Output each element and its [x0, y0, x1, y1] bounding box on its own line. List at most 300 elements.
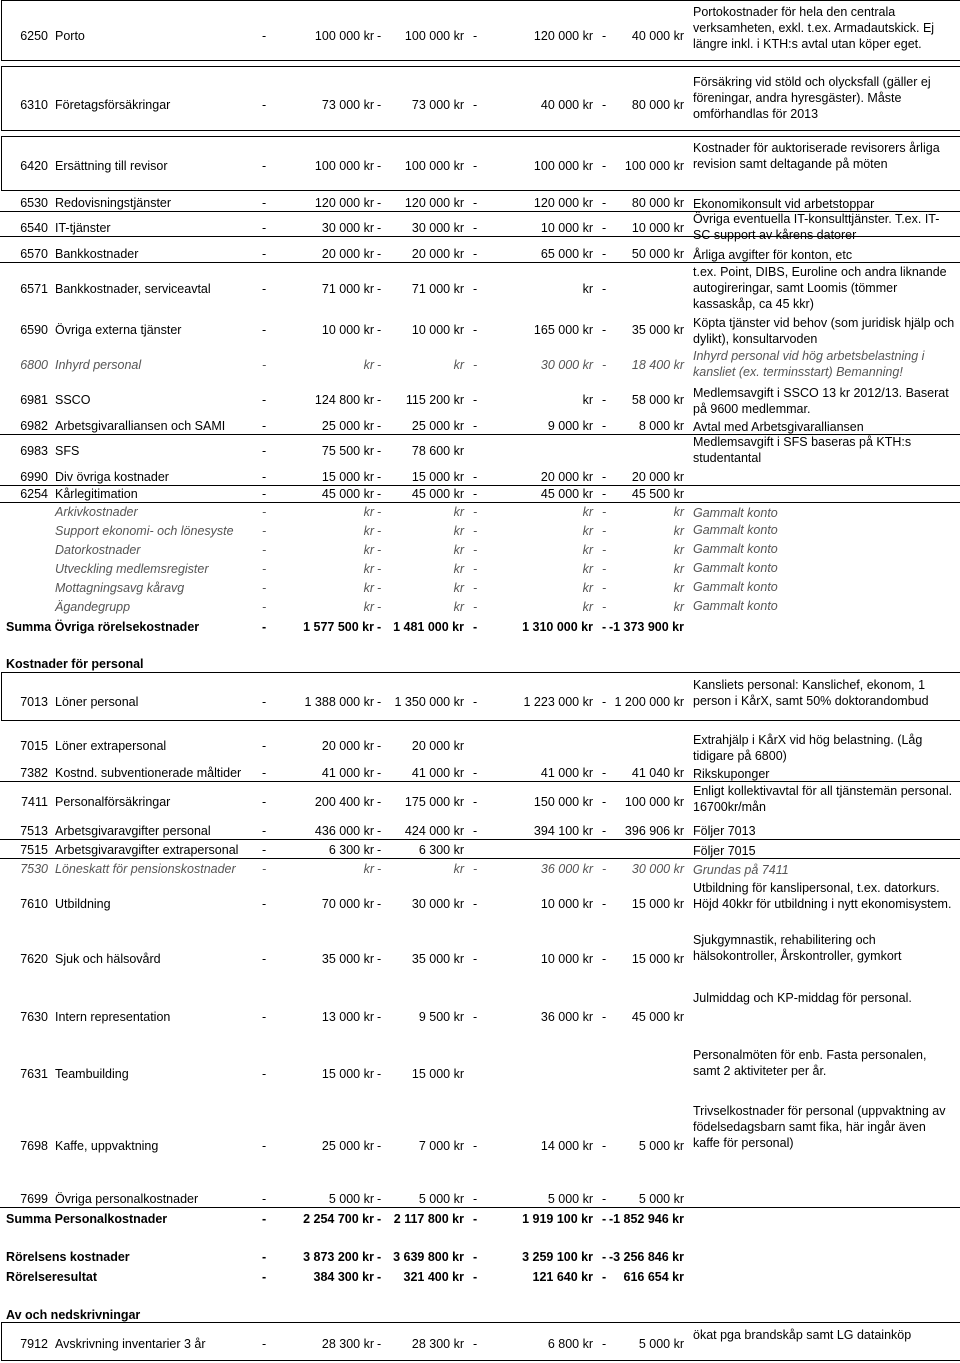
dash-marker: - — [377, 1250, 382, 1264]
amount-cell: kr — [673, 543, 684, 557]
dash-marker: - — [473, 1192, 478, 1206]
amount-cell: 1 223 000 kr — [523, 695, 593, 709]
amount-cell: 150 000 kr — [533, 795, 593, 809]
dash-marker: - — [377, 1192, 382, 1206]
account-name: IT-tjänster — [55, 221, 111, 235]
dash-marker: - — [262, 505, 267, 519]
dash-marker: - — [377, 196, 382, 210]
dash-marker: - — [377, 29, 382, 43]
dash-marker: - — [602, 581, 607, 595]
comment-cell: Rikskuponger — [693, 767, 770, 781]
amount-cell: 40 000 kr — [631, 29, 684, 43]
account-name: Personalförsäkringar — [55, 795, 171, 809]
account-name: Bankkostnader — [55, 247, 139, 261]
account-name: Ersättning till revisor — [55, 159, 168, 173]
account-name: Inhyrd personal — [55, 358, 142, 372]
account-name: Arbetsgivaravgifter extrapersonal — [55, 843, 239, 857]
dash-marker: - — [602, 505, 607, 519]
amount-cell: kr — [582, 282, 593, 296]
account-name: Datorkostnader — [55, 543, 141, 557]
account-name: Summa Personalkostnader — [6, 1212, 168, 1226]
dash-marker: - — [473, 581, 478, 595]
amount-cell: -1 852 946 kr — [608, 1212, 684, 1226]
account-code: 6800 — [20, 358, 48, 372]
account-name: Löner extrapersonal — [55, 739, 167, 753]
amount-cell: 1 577 500 kr — [303, 620, 374, 634]
dash-marker: - — [473, 470, 478, 484]
grid-line — [1, 136, 2, 190]
dash-marker: - — [377, 620, 382, 634]
dash-marker: - — [377, 1212, 382, 1226]
amount-cell: 80 000 kr — [631, 196, 684, 210]
table-row — [0, 620, 960, 635]
dash-marker: - — [262, 1250, 267, 1264]
grid-line — [1, 1360, 960, 1361]
amount-cell: kr — [673, 581, 684, 595]
amount-cell: kr — [363, 543, 374, 557]
grid-line — [1, 130, 960, 131]
dash-marker: - — [377, 843, 382, 857]
amount-cell: 115 200 kr — [405, 393, 464, 407]
amount-cell: kr — [673, 600, 684, 614]
dash-marker: - — [602, 1270, 607, 1284]
dash-marker: - — [377, 824, 382, 838]
dash-marker: - — [377, 282, 382, 296]
account-code: 6540 — [20, 221, 48, 235]
amount-cell: 28 300 kr — [321, 1337, 374, 1351]
amount-cell: 30 000 kr — [321, 221, 374, 235]
dash-marker: - — [262, 1139, 267, 1153]
amount-cell: 100 000 kr — [624, 795, 684, 809]
amount-cell: 45 000 kr — [540, 487, 593, 501]
amount-cell: 41 000 kr — [540, 766, 593, 780]
amount-cell: 5 000 kr — [418, 1192, 464, 1206]
amount-cell: 10 000 kr — [540, 897, 593, 911]
amount-cell: 5 000 kr — [638, 1139, 684, 1153]
account-code: 7013 — [20, 695, 48, 709]
amount-cell: kr — [453, 862, 464, 876]
amount-cell: 13 000 kr — [321, 1010, 374, 1024]
dash-marker: - — [602, 543, 607, 557]
comment-cell: Kostnader för auktoriserade revisorers årliga revision samt deltagande på möten — [693, 141, 940, 171]
amount-cell: 6 800 kr — [547, 1337, 593, 1351]
amount-cell: 15 000 kr — [631, 952, 684, 966]
amount-cell: 50 000 kr — [631, 247, 684, 261]
dash-marker: - — [377, 897, 382, 911]
account-name: Rörelseresultat — [6, 1270, 98, 1284]
dash-marker: - — [473, 543, 478, 557]
dash-marker: - — [377, 221, 382, 235]
dash-marker: - — [262, 843, 267, 857]
dash-marker: - — [377, 695, 382, 709]
amount-cell: 10 000 kr — [411, 323, 464, 337]
amount-cell: kr — [363, 862, 374, 876]
dash-marker: - — [377, 358, 382, 372]
comment-cell: Gammalt konto — [693, 580, 778, 594]
amount-cell: 2 254 700 kr — [303, 1212, 374, 1226]
dash-marker: - — [377, 487, 382, 501]
dash-marker: - — [602, 795, 607, 809]
table-row — [0, 1010, 960, 1025]
dash-marker: - — [473, 824, 478, 838]
account-name: Företagsförsäkringar — [55, 98, 171, 112]
dash-marker: - — [377, 1337, 382, 1351]
comment-cell: Enligt kollektivavtal för all tjänstemän personal. 16700kr/mån — [693, 784, 953, 814]
dash-marker: - — [602, 358, 607, 372]
amount-cell: kr — [363, 505, 374, 519]
account-code: 6530 — [20, 196, 48, 210]
amount-cell: 120 000 kr — [533, 196, 593, 210]
amount-cell: 6 300 kr — [328, 843, 374, 857]
dash-marker: - — [473, 1337, 478, 1351]
amount-cell: 120 000 kr — [533, 29, 593, 43]
amount-cell: 58 000 kr — [631, 393, 684, 407]
dash-marker: - — [602, 393, 607, 407]
section-heading: Av och nedskrivningar — [6, 1308, 141, 1322]
grid-line — [1, 1322, 2, 1360]
account-name: Div övriga kostnader — [55, 470, 169, 484]
amount-cell: -1 373 900 kr — [608, 620, 684, 634]
amount-cell: 394 100 kr — [533, 824, 593, 838]
dash-marker: - — [377, 393, 382, 407]
account-code: 7515 — [20, 843, 48, 857]
amount-cell: kr — [582, 393, 593, 407]
amount-cell: 100 000 kr — [404, 29, 464, 43]
amount-cell: 45 000 kr — [321, 487, 374, 501]
amount-cell: 10 000 kr — [540, 952, 593, 966]
amount-cell: 5 000 kr — [328, 1192, 374, 1206]
dash-marker: - — [602, 600, 607, 614]
account-name: Kaffe, uppvaktning — [55, 1139, 159, 1153]
amount-cell: kr — [582, 581, 593, 595]
dash-marker: - — [602, 695, 607, 709]
table-row — [0, 470, 960, 486]
amount-cell: 20 000 kr — [540, 470, 593, 484]
amount-cell: 6 300 kr — [418, 843, 464, 857]
amount-cell: 120 000 kr — [404, 196, 464, 210]
amount-cell: 1 481 000 kr — [393, 620, 464, 634]
comment-cell: Gammalt konto — [693, 599, 778, 613]
dash-marker: - — [377, 247, 382, 261]
dash-marker: - — [602, 620, 607, 634]
dash-marker: - — [602, 1139, 607, 1153]
amount-cell: 20 000 kr — [411, 739, 464, 753]
amount-cell: 20 000 kr — [631, 470, 684, 484]
dash-marker: - — [262, 282, 267, 296]
dash-marker: - — [262, 98, 267, 112]
amount-cell: 78 600 kr — [411, 444, 464, 458]
amount-cell: kr — [453, 562, 464, 576]
dash-marker: - — [262, 196, 267, 210]
dash-marker: - — [602, 323, 607, 337]
dash-marker: - — [602, 1337, 607, 1351]
amount-cell: 30 000 kr — [411, 897, 464, 911]
dash-marker: - — [602, 419, 607, 433]
comment-cell: Årliga avgifter för konton, etc — [693, 248, 853, 262]
account-name: Sjuk och hälsovård — [55, 952, 161, 966]
dash-marker: - — [473, 1212, 478, 1226]
amount-cell: 15 000 kr — [631, 897, 684, 911]
dash-marker: - — [262, 221, 267, 235]
amount-cell: 45 000 kr — [411, 487, 464, 501]
amount-cell: 121 640 kr — [532, 1270, 593, 1284]
account-name: Löneskatt för pensionskostnader — [55, 862, 236, 876]
account-name: Övriga externa tjänster — [55, 323, 182, 337]
amount-cell: kr — [363, 358, 374, 372]
dash-marker: - — [377, 1139, 382, 1153]
amount-cell: 25 000 kr — [321, 1139, 374, 1153]
dash-marker: - — [602, 470, 607, 484]
dash-marker: - — [377, 795, 382, 809]
dash-marker: - — [473, 419, 478, 433]
dash-marker: - — [377, 323, 382, 337]
dash-marker: - — [473, 159, 478, 173]
comment-cell: Extrahjälp i KårX vid hög belastning. (Låg tidigare på 6800) — [693, 733, 923, 763]
account-code: 6310 — [20, 98, 48, 112]
account-code: 6590 — [20, 323, 48, 337]
dash-marker: - — [377, 766, 382, 780]
dash-marker: - — [262, 487, 267, 501]
amount-cell: kr — [453, 600, 464, 614]
dash-marker: - — [473, 247, 478, 261]
amount-cell: 8 000 kr — [638, 419, 684, 433]
dash-marker: - — [377, 581, 382, 595]
amount-cell: 15 000 kr — [321, 1067, 374, 1081]
account-code: 6571 — [20, 282, 48, 296]
comment-cell: Övriga eventuella IT-konsulttjänster. T.ex. IT-SC support av kårens datorer — [693, 212, 940, 242]
amount-cell: 15 000 kr — [321, 470, 374, 484]
table-row — [0, 1212, 960, 1227]
amount-cell: 36 000 kr — [540, 862, 593, 876]
dash-marker: - — [262, 581, 267, 595]
account-name: Summa Övriga rörelsekostnader — [6, 620, 200, 634]
dash-marker: - — [262, 766, 267, 780]
amount-cell: 5 000 kr — [547, 1192, 593, 1206]
dash-marker: - — [473, 358, 478, 372]
account-name: Redovisningstjänster — [55, 196, 172, 210]
amount-cell: 20 000 kr — [321, 739, 374, 753]
comment-cell: Personalmöten för enb. Fasta personalen, samt 2 aktiviteter per år. — [693, 1048, 927, 1078]
amount-cell: 165 000 kr — [533, 323, 593, 337]
amount-cell: 396 906 kr — [624, 824, 684, 838]
amount-cell: 75 500 kr — [321, 444, 374, 458]
dash-marker: - — [473, 1139, 478, 1153]
dash-marker: - — [473, 562, 478, 576]
amount-cell: 100 000 kr — [314, 159, 374, 173]
amount-cell: 5 000 kr — [638, 1192, 684, 1206]
account-name: Porto — [55, 29, 85, 43]
account-code: 6570 — [20, 247, 48, 261]
amount-cell: -3 256 846 kr — [608, 1250, 684, 1264]
amount-cell: 35 000 kr — [411, 952, 464, 966]
grid-line — [1, 672, 960, 673]
amount-cell: kr — [673, 562, 684, 576]
comment-cell: Gammalt konto — [693, 506, 778, 520]
dash-marker: - — [602, 159, 607, 173]
amount-cell: 15 000 kr — [411, 1067, 464, 1081]
account-code: 7912 — [20, 1337, 48, 1351]
dash-marker: - — [262, 824, 267, 838]
amount-cell: 73 000 kr — [321, 98, 374, 112]
dash-marker: - — [602, 524, 607, 538]
dash-marker: - — [262, 695, 267, 709]
dash-marker: - — [262, 620, 267, 634]
grid-line — [1, 672, 2, 720]
account-name: Utbildning — [55, 897, 111, 911]
amount-cell: 616 654 kr — [623, 1270, 684, 1284]
amount-cell: 45 000 kr — [631, 1010, 684, 1024]
dash-marker: - — [602, 766, 607, 780]
account-code: 6250 — [20, 29, 48, 43]
amount-cell: 100 000 kr — [533, 159, 593, 173]
amount-cell: kr — [582, 524, 593, 538]
amount-cell: kr — [582, 600, 593, 614]
account-name: SFS — [55, 444, 80, 458]
amount-cell: 9 500 kr — [418, 1010, 464, 1024]
comment-cell: Trivselkostnader för personal (uppvaktning av födelsedagsbarn samt fika, här ingår även kaffe för personal) — [693, 1104, 946, 1150]
amount-cell: 1 388 000 kr — [304, 695, 374, 709]
dash-marker: - — [262, 444, 267, 458]
dash-marker: - — [602, 862, 607, 876]
dash-marker: - — [473, 1010, 478, 1024]
comment-cell: Gammalt konto — [693, 542, 778, 556]
dash-marker: - — [473, 1250, 478, 1264]
dash-marker: - — [262, 739, 267, 753]
amount-cell: 45 500 kr — [631, 487, 684, 501]
dash-marker: - — [473, 98, 478, 112]
dash-marker: - — [473, 29, 478, 43]
account-name: Ägandegrupp — [55, 600, 131, 614]
amount-cell: 7 000 kr — [418, 1139, 464, 1153]
dash-marker: - — [262, 393, 267, 407]
dash-marker: - — [262, 29, 267, 43]
account-name: Arbetsgivaravgifter personal — [55, 824, 211, 838]
comment-cell: t.ex. Point, DIBS, Euroline och andra liknande autogireringar, samt Loomis (tömmer kassaskåp, ca 45 kkr) — [693, 265, 947, 311]
dash-marker: - — [473, 524, 478, 538]
table-row — [0, 487, 960, 503]
amount-cell: kr — [453, 581, 464, 595]
account-code: 7620 — [20, 952, 48, 966]
comment-cell: Gammalt konto — [693, 523, 778, 537]
dash-marker: - — [473, 952, 478, 966]
amount-cell: kr — [453, 505, 464, 519]
dash-marker: - — [262, 358, 267, 372]
dash-marker: - — [377, 159, 382, 173]
amount-cell: 41 040 kr — [631, 766, 684, 780]
amount-cell: 25 000 kr — [321, 419, 374, 433]
dash-marker: - — [377, 419, 382, 433]
amount-cell: 10 000 kr — [540, 221, 593, 235]
account-name: Support ekonomi- och lönesyste — [55, 524, 234, 538]
amount-cell: 3 639 800 kr — [393, 1250, 464, 1264]
amount-cell: 41 000 kr — [411, 766, 464, 780]
dash-marker: - — [262, 543, 267, 557]
dash-marker: - — [602, 897, 607, 911]
amount-cell: kr — [363, 581, 374, 595]
amount-cell: 71 000 kr — [321, 282, 374, 296]
amount-cell: 1 350 000 kr — [394, 695, 464, 709]
amount-cell: 9 000 kr — [547, 419, 593, 433]
dash-marker: - — [473, 393, 478, 407]
dash-marker: - — [262, 524, 267, 538]
account-code: 7699 — [20, 1192, 48, 1206]
account-name: Mottagningsavg kåravg — [55, 581, 185, 595]
comment-cell: ökat pga brandskåp samt LG datainköp — [693, 1328, 912, 1342]
amount-cell: 25 000 kr — [411, 419, 464, 433]
amount-cell: kr — [582, 562, 593, 576]
account-code: 7382 — [20, 766, 48, 780]
dash-marker: - — [473, 600, 478, 614]
comment-cell: Portokostnader för hela den centrala verksamheten, exkl. t.ex. Armadautskick. Ej längre inkl. i KTH:s avtal utan köper eget. — [693, 5, 935, 51]
dash-marker: - — [602, 29, 607, 43]
amount-cell: 15 000 kr — [411, 470, 464, 484]
amount-cell: 424 000 kr — [404, 824, 464, 838]
dash-marker: - — [602, 282, 607, 296]
dash-marker: - — [262, 1270, 267, 1284]
amount-cell: 100 000 kr — [314, 29, 374, 43]
dash-marker: - — [602, 952, 607, 966]
dash-marker: - — [262, 562, 267, 576]
dash-marker: - — [473, 766, 478, 780]
amount-cell: kr — [673, 505, 684, 519]
amount-cell: 35 000 kr — [321, 952, 374, 966]
dash-marker: - — [473, 695, 478, 709]
dash-marker: - — [602, 98, 607, 112]
account-name: Bankkostnader, serviceavtal — [55, 282, 211, 296]
dash-marker: - — [262, 795, 267, 809]
dash-marker: - — [262, 862, 267, 876]
amount-cell: kr — [582, 505, 593, 519]
dash-marker: - — [262, 897, 267, 911]
comment-cell: Grundas på 7411 — [693, 863, 789, 877]
table-row — [0, 1192, 960, 1208]
amount-cell: 10 000 kr — [631, 221, 684, 235]
amount-cell: kr — [453, 524, 464, 538]
amount-cell: kr — [453, 543, 464, 557]
amount-cell: 41 000 kr — [321, 766, 374, 780]
amount-cell: kr — [673, 524, 684, 538]
dash-marker: - — [473, 862, 478, 876]
dash-marker: - — [377, 470, 382, 484]
dash-marker: - — [262, 600, 267, 614]
dash-marker: - — [473, 196, 478, 210]
amount-cell: 40 000 kr — [540, 98, 593, 112]
amount-cell: 18 400 kr — [631, 358, 684, 372]
grid-line — [1, 0, 2, 60]
amount-cell: 20 000 kr — [411, 247, 464, 261]
amount-cell: 100 000 kr — [624, 159, 684, 173]
amount-cell: 100 000 kr — [404, 159, 464, 173]
comment-cell: Kansliets personal: Kanslichef, ekonom, 1 person i KårX, samt 50% doktorandombud — [693, 678, 929, 708]
account-name: Löner personal — [55, 695, 139, 709]
grid-line — [1, 190, 960, 191]
amount-cell: kr — [363, 600, 374, 614]
dash-marker: - — [262, 1212, 267, 1226]
dash-marker: - — [473, 897, 478, 911]
dash-marker: - — [377, 952, 382, 966]
dash-marker: - — [473, 221, 478, 235]
amount-cell: 35 000 kr — [631, 323, 684, 337]
amount-cell: 20 000 kr — [321, 247, 374, 261]
amount-cell: 73 000 kr — [411, 98, 464, 112]
amount-cell: 28 300 kr — [411, 1337, 464, 1351]
account-code: 6420 — [20, 159, 48, 173]
account-name: Arkivkostnader — [55, 505, 138, 519]
comment-cell: Följer 7013 — [693, 824, 756, 838]
dash-marker: - — [377, 1067, 382, 1081]
account-code: 7530 — [20, 862, 48, 876]
comment-cell: Sjukgymnastik, rehabilitering och hälsokontroller, Årskontroller, gymkort — [693, 933, 902, 963]
